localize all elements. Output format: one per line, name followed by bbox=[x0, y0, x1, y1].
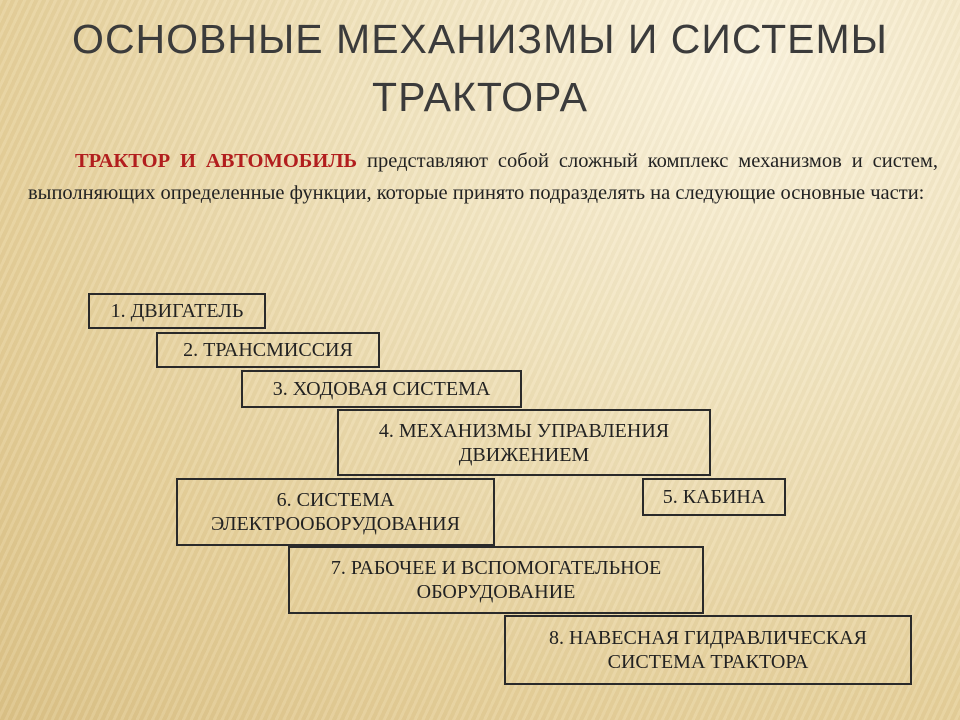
part-box-transmission bbox=[156, 332, 380, 368]
slide-title-line-2: ТРАКТОРА bbox=[372, 74, 588, 120]
part-label: 2. ТРАНСМИССИЯ bbox=[183, 339, 353, 361]
part-label: 3. ХОДОВАЯ СИСТЕМА bbox=[272, 378, 491, 400]
part-box-working-equipment bbox=[288, 546, 704, 614]
part-box-hydraulic-system bbox=[504, 615, 912, 685]
part-label: 1. ДВИГАТЕЛЬ bbox=[110, 300, 244, 322]
slide-title-line-1: ОСНОВНЫЕ МЕХАНИЗМЫ И СИСТЕМЫ bbox=[72, 16, 888, 62]
intro-highlight: ТРАКТОР И АВТОМОБИЛЬ bbox=[75, 150, 358, 172]
part-label: 8. НАВЕСНАЯ ГИДРАВЛИЧЕСКАЯ bbox=[549, 627, 867, 649]
part-box-engine bbox=[88, 293, 266, 329]
part-box-steering-mechanisms bbox=[337, 409, 711, 476]
part-label: 6. СИСТЕМА bbox=[276, 489, 395, 511]
part-box-running-gear bbox=[241, 370, 522, 408]
part-label: 4. МЕХАНИЗМЫ УПРАВЛЕНИЯ bbox=[378, 419, 670, 442]
intro-paragraph bbox=[28, 145, 938, 209]
part-box-electrical-system bbox=[176, 478, 495, 546]
part-label: 5. КАБИНА bbox=[662, 486, 766, 508]
part-box-cabin bbox=[642, 478, 786, 516]
part-label: ОБОРУДОВАНИЕ bbox=[416, 581, 576, 603]
part-label: 7. РАБОЧЕЕ И ВСПОМОГАТЕЛЬНОЕ bbox=[330, 557, 662, 579]
part-label: ЭЛЕКТРООБОРУДОВАНИЯ bbox=[211, 513, 460, 535]
slide-title bbox=[0, 10, 960, 126]
part-label: ДВИЖЕНИЕМ bbox=[458, 443, 590, 466]
part-label: СИСТЕМА ТРАКТОРА bbox=[607, 651, 809, 673]
intro-text: представляют собой сложный комплекс механизмов и систем, выполняющих определенные функции, которые принято подразделять на следующие основные части: bbox=[28, 150, 938, 204]
